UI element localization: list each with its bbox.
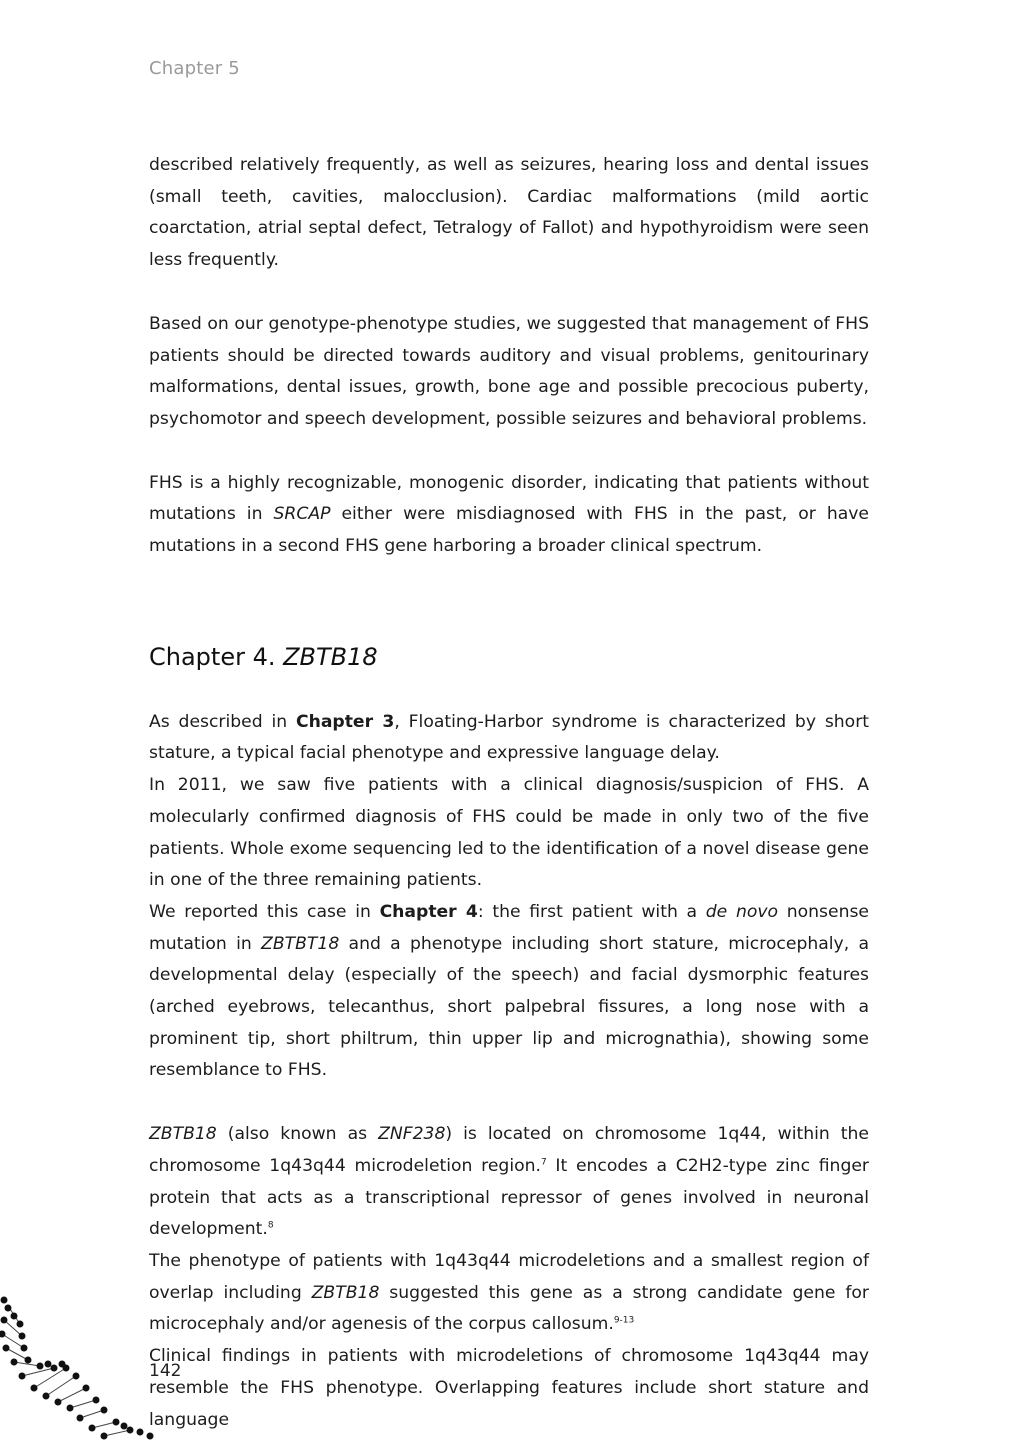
paragraph-8 [149, 1246, 869, 1341]
dna-helix-icon [0, 1296, 170, 1440]
text-run: The phenotype of patients with 1q43q44 microdeletions and a smallest region of overlap including [149, 1250, 869, 1303]
gene-alias: ZNF238 [378, 1124, 446, 1145]
page-number: 142 [149, 1361, 182, 1381]
citation-superscript: 7 [540, 1157, 547, 1168]
gene-name: ZBTBT18 [261, 933, 340, 954]
paragraph-4 [149, 707, 869, 770]
paragraph-3 [149, 468, 869, 563]
text-run: FHS is a highly recognizable, monogenic disorder, indicating that patients without mutations in [149, 472, 869, 525]
paragraph-7 [149, 1119, 869, 1246]
paragraph-gap [149, 436, 869, 468]
running-head: Chapter 5 [149, 58, 240, 79]
heading-gene: ZBTB18 [283, 642, 378, 671]
text-run: It encodes a C2H2-type zinc finger protein that acts as a transcriptional repressor of genes involved in neuronal development. [149, 1155, 870, 1240]
chapter-reference: Chapter 3 [295, 711, 395, 732]
paragraph-gap [149, 1087, 869, 1119]
body-text [149, 150, 869, 1436]
text-run: suggested this gene as a strong candidate gene for microcephaly and/or agenesis of the corpus callosum. [149, 1282, 869, 1335]
paragraph-6 [149, 897, 869, 1087]
text-run: As described in [149, 711, 296, 732]
paragraph-1: described relatively frequently, as well as seizures, hearing loss and dental issues (small teeth, cavities, malocclusion). Cardiac malformations (mild aortic coarctation, atrial septal defect, Tetralogy of Fallot) and hypothyroidism were seen less frequently. [149, 155, 869, 271]
gene-name: ZBTB18 [149, 1124, 217, 1145]
heading-prefix: Chapter 4. [149, 642, 284, 671]
text-run: nonsense mutation in [149, 901, 869, 954]
text-run: and a phenotype including short stature, microcephaly, a developmental delay (especially of the speech) and facial dysmorphic features (arched eyebrows, telecanthus, short palpebral fissures, a long nose with a prominent tip, short philtrum, thin upper lip and micrognathia), showing some resemblance to FHS. [149, 933, 869, 1081]
paragraph-gap [149, 277, 869, 309]
section-heading [149, 642, 869, 672]
text-run: We reported this case in [149, 901, 380, 922]
text-run: , Floating-Harbor syndrome is characterized by short stature, a typical facial phenotype and expressive language delay. [149, 711, 869, 764]
citation-superscript: 8 [267, 1220, 274, 1231]
text-run: either were misdiagnosed with FHS in the past, or have mutations in a second FHS gene harboring a broader clinical spectrum. [149, 504, 869, 557]
text-run: (also known as [216, 1124, 379, 1145]
paragraph-9: Clinical findings in patients with microdeletions of chromosome 1q43q44 may resemble the FHS phenotype. Overlapping features include short stature and language [149, 1346, 869, 1430]
de-novo-term: de novo [705, 901, 779, 922]
paragraph-2: Based on our genotype-phenotype studies, we suggested that management of FHS patients should be directed towards auditory and visual problems, genitourinary malformations, dental issues, growth, bone age and possible precocious puberty, psychomotor and speech development, possible seizures and behavioral problems. [149, 313, 869, 429]
gene-name: SRCAP [273, 504, 331, 525]
section-gap [149, 563, 869, 627]
gene-name: ZBTB18 [311, 1282, 380, 1303]
text-run: : the first patient with a [477, 901, 706, 922]
text-run: ) is located on chromosome 1q44, within the chromosome 1q43q44 microdeletion region. [149, 1124, 869, 1176]
citation-superscript: 9-13 [613, 1315, 635, 1326]
chapter-reference: Chapter 4 [379, 901, 478, 922]
paragraph-5: In 2011, we saw five patients with a clinical diagnosis/suspicion of FHS. A molecularly confirmed diagnosis of FHS could be made in only two of the five patients. Whole exome sequencing led to the identification of a novel disease gene in one of the three remaining patients. [149, 775, 869, 891]
